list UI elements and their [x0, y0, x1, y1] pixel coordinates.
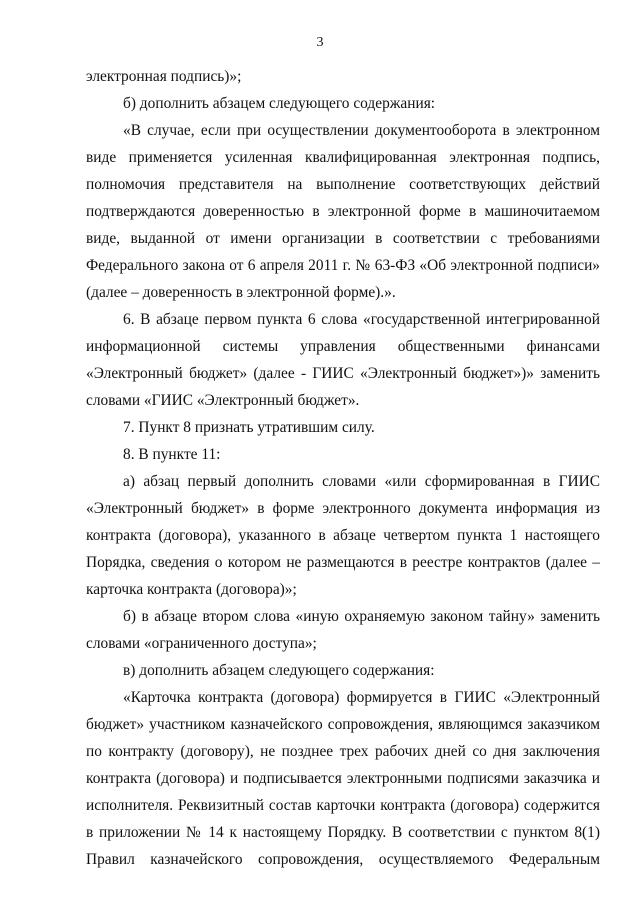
paragraph-subitem-b: б) в абзаце втором слова «иную охраняемую законом тайну» заменить словами «ограниченного доступа»;: [86, 608, 600, 652]
document-body: [86, 63, 600, 873]
paragraph-contract-card-quote: «Карточка контракта (договора) формируется в ГИИС «Электронный бюджет» участником казначейского сопровождения, являющимся заказчиком по контракту (договору), не позднее трех рабочих дней со дня заключения контракта (договора) и подписывается электронными подписями заказчика и исполнителя. Реквизитный состав карточки контракта (договора) содержится в приложении № 14 к настоящему Порядку. В соответствии с пунктом 8(1) Правил казначейского сопровождения, осуществляемого Федеральным: [86, 689, 600, 868]
paragraph-continuation: электронная подпись)»;: [86, 68, 242, 85]
paragraph-subitem-v: в) дополнить абзацем следующего содержания:: [123, 662, 435, 679]
paragraph-item-7: 7. Пункт 8 признать утратившим силу.: [123, 419, 375, 436]
paragraph-subitem-a: а) абзац первый дополнить словами «или сформированная в ГИИС «Электронный бюджет» в форме электронного документа информация из контракта (договора), указанного в абзаце четвертом пункта 1 настоящего Порядка, сведения о котором не размещаются в реестре контрактов (далее – карточка контракта (договора)»;: [86, 473, 600, 598]
paragraph-item-6: 6. В абзаце первом пункта 6 слова «государственной интегрированной информационной системы управления общественными финансами «Электронный бюджет» (далее - ГИИС «Электронный бюджет»)» заменить словами «ГИИС «Электронный бюджет».: [86, 311, 600, 409]
paragraph-b-add-clause: б) дополнить абзацем следующего содержания:: [123, 95, 436, 112]
paragraph-item-8: 8. В пункте 11:: [123, 446, 221, 463]
paragraph-power-of-attorney-quote: «В случае, если при осуществлении документооборота в электронном виде применяется усиленная квалифицированная электронная подпись, полномочия представителя на выполнение соответствующих действий подтверждаются доверенностью в электронной форме в машиночитаемом виде, выданной от имени организации в соответствии с требованиями Федерального закона от 6 апреля 2011 г. № 63-ФЗ «Об электронной подписи» (далее – доверенность в электронной форме).».: [86, 122, 600, 301]
page-number: 3: [316, 35, 324, 50]
